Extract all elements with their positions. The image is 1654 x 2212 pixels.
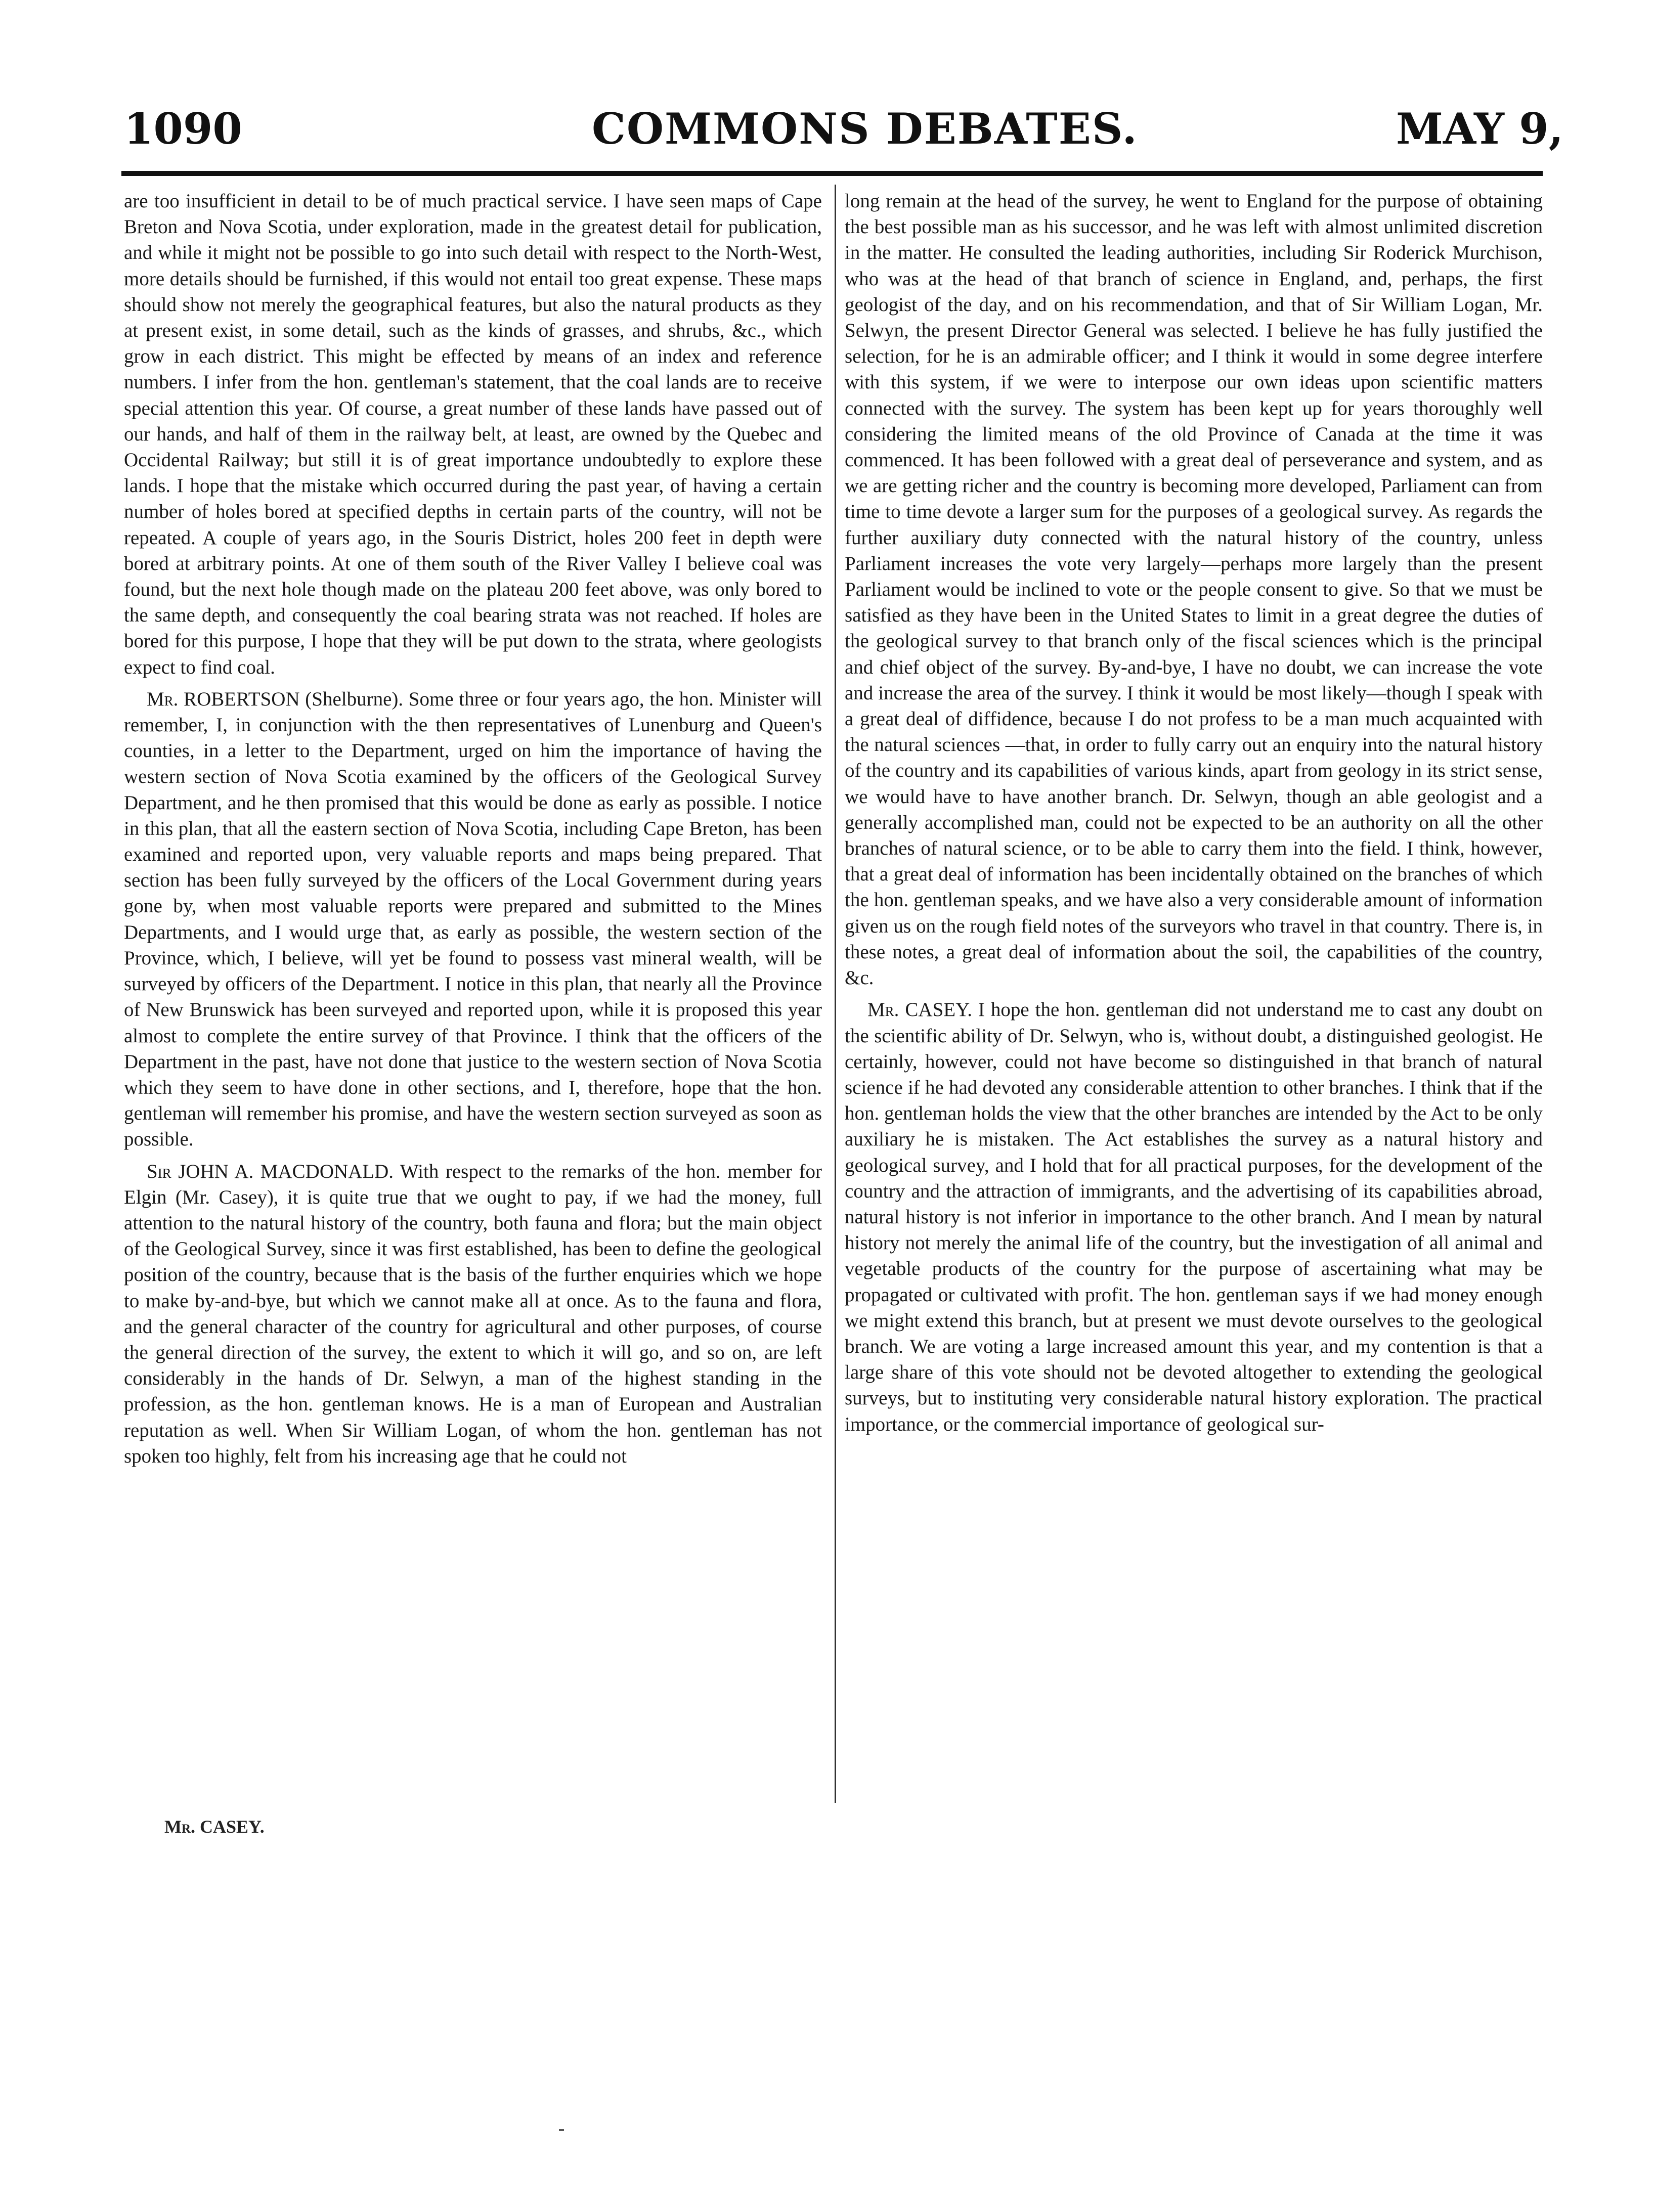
speech-text: I hope the hon. gentleman did not understand me to cast any doubt on the scientific ability of Dr. Selwyn, who is, without doubt, a distinguished geologist. He certainly, however, could not have become so distinguished in that branch of natural science if he had devoted any considerable attention to other branches. I think that if the hon. gentleman holds the view that the other branches are intended by the Act to be only auxiliary he is mistaken. The Act establishes the survey as a natural history and geological survey, and I hold that for all practical purposes, for the development of the country and the attraction of immigrants, and the advertising of its capabilities abroad, natural history is not inferior in importance to the other branch. And I mean by natural history not merely the animal life of the country, but the investigation of all animal and vegetable products of the country for the purpose of ascertaining what may be propagated or cultivated with profit. The hon. gentleman says if we had money enough we might extend this branch, but at present we must devote ourselves to the geological branch. We are voting a large increased amount this year, and my contention is that a large share of this vote should not be devoted altogether to extending the geological surveys, but to instituting very considerable natural history exploration. The practical importance, or the commercial importance of geological sur- [845, 999, 1543, 1435]
left-paragraph-robertson [124, 686, 822, 1153]
speech-text: (Shelburne). Some three or four years ago, the hon. Minister will remember, I, in conjunction with the then representatives of Lunenburg and Queen's counties, in a letter to the Department, urged on him the importance of having the western section of Nova Scotia examined by the officers of the Geological Survey Department, and he then promised that this would be done as early as possible. I notice in this plan, that all the eastern section of Nova Scotia, including Cape Breton, has been examined and reported upon, very valuable reports and maps being prepared. That section has been fully surveyed by the officers of the Local Government during years gone by, when most valuable reports were prepared and submitted to the Mines Departments, and I would urge that, as early as possible, the western section of the Province, which, I believe, will yet be found to possess vast mineral wealth, will be surveyed by officers of the Department. I notice in this plan, that nearly all the Province of New Brunswick has been surveyed and reported upon, while it is proposed this year almost to complete the entire survey of that Province. I think that the officers of the Department in the past, have not done that justice to the western section of Nova Scotia which they seem to have done in other sections, and I, therefore, hope that the hon. gentleman will remember his promise, and have the western section surveyed as soon as possible. [124, 688, 822, 1151]
speaker-name: Mr. ROBERTSON [147, 688, 300, 710]
column-divider [835, 185, 836, 1803]
speaker-name: Mr. CASEY. [867, 999, 972, 1021]
speaker-name: Sir JOHN A. MACDONALD. [147, 1160, 394, 1182]
right-column [845, 188, 1543, 1811]
page-number: 1090 [124, 104, 242, 154]
header-rule [121, 171, 1543, 176]
print-mark [559, 2129, 564, 2131]
left-paragraph-macdonald [124, 1159, 822, 1469]
running-title: COMMONS DEBATES. [592, 104, 1138, 154]
header-date: MAY 9, [1396, 104, 1563, 154]
left-column [124, 188, 822, 1811]
speech-text: With respect to the remarks of the hon. member for Elgin (Mr. Casey), it is quite true that we ought to pay, if we had the money, full attention to the natural history of the country, both fauna and flora; but the main object of the Geological Survey, since it was first established, has been to define the geological position of the country, because that is the basis of the further enquiries which we hope to make by-and-bye, but which we cannot make all at once. As to the fauna and flora, and the general character of the country for agricultural and other purposes, of course the general direction of the survey, the extent to which it will go, and so on, are left considerably in the hands of Dr. Selwyn, a man of the highest standing in the profession, as the hon. gentleman knows. He is a man of European and Australian reputation as well. When Sir William Logan, of whom the hon. gentleman has not spoken too highly, felt from his increasing age that he could not [124, 1160, 822, 1467]
right-paragraph-continued: long remain at the head of the survey, he went to England for the purpose of obtaining the best possible man as his successor, and he was left with almost unlimited discretion in the matter. He consulted the leading authorities, including Sir Roderick Murchison, who was at the head of that branch of science in England, and, perhaps, the first geologist of the day, and on his recommendation, and that of Sir William Logan, Mr. Selwyn, the present Director General was selected. I believe he has fully justified the selection, for he is an admirable officer; and I think it would in some degree interfere with this system, if we were to interpose our own ideas upon scientific matters connected with the survey. The system has been kept up for years thoroughly well considering the limited means of the old Province of Canada at the time it was commenced. It has been followed with a great deal of perseverance and system, and as we are getting richer and the country is becoming more developed, Parliament can from time to time devote a larger sum for the purposes of a geological survey. As regards the further auxiliary duty connected with the natural history of the country, unless Parliament increases the vote very largely—perhaps more largely than the present Parliament would be inclined to vote or the people consent to give. So that we must be satisfied as they have been in the United States to limit in a great degree the duties of the geological survey to that branch only of the fiscal sciences which is the principal and chief object of the survey. By-and-bye, I have no doubt, we can increase the vote and increase the area of the survey. I think it would be most likely—though I speak with a great deal of diffidence, because I do not profess to be a man much acquainted with the natural sciences —that, in order to fully carry out an enquiry into the natural history of the country and its capabilities of various kinds, apart from geology in its strict sense, we would have to have another branch. Dr. Selwyn, though an able geologist and a generally accomplished man, could not be expected to be an authority on all the other branches of natural science, or to be able to carry them into the field. I think, however, that a great deal of information has been incidentally obtained on the branches of which the hon. gentleman speaks, and we have also a very considerable amount of information given us on the rough field notes of the surveyors who travel in that country. There is, in these notes, a great deal of information about the soil, the capabilities of the country, &c. [845, 190, 1543, 989]
left-paragraph-continued: are too insufficient in detail to be of much practical service. I have seen maps of Cape Breton and Nova Scotia, under exploration, made in the greatest detail for publication, and while it might not be possible to go into such detail with respect to the North-West, more details should be furnished, if this would not entail too great expense. These maps should show not merely the geographical features, but also the natural products as they at present exist, in some detail, such as the kinds of grasses, and shrubs, &c., which grow in each district. This might be effected by means of an index and reference numbers. I infer from the hon. gentleman's statement, that the coal lands are to receive special attention this year. Of course, a great number of these lands have passed out of our hands, and half of them in the railway belt, at least, are owned by the Quebec and Occidental Railway; but still it is of great importance undoubtedly to explore these lands. I hope that the mistake which occurred during the past year, of having a certain number of holes bored at specified depths in certain parts of the country, will not be repeated. A couple of years ago, in the Souris District, holes 200 feet in depth were bored at arbitrary points. At one of them south of the River Valley I believe coal was found, but the next hole though made on the plateau 200 feet above, was only bored to the same depth, and consequently the coal bearing strata was not reached. If holes are bored for this purpose, I hope that they will be put down to the strata, where geologists expect to find coal. [124, 190, 822, 678]
right-paragraph-casey [845, 997, 1543, 1437]
footer-catchword: Mr. CASEY. [164, 1817, 265, 1837]
